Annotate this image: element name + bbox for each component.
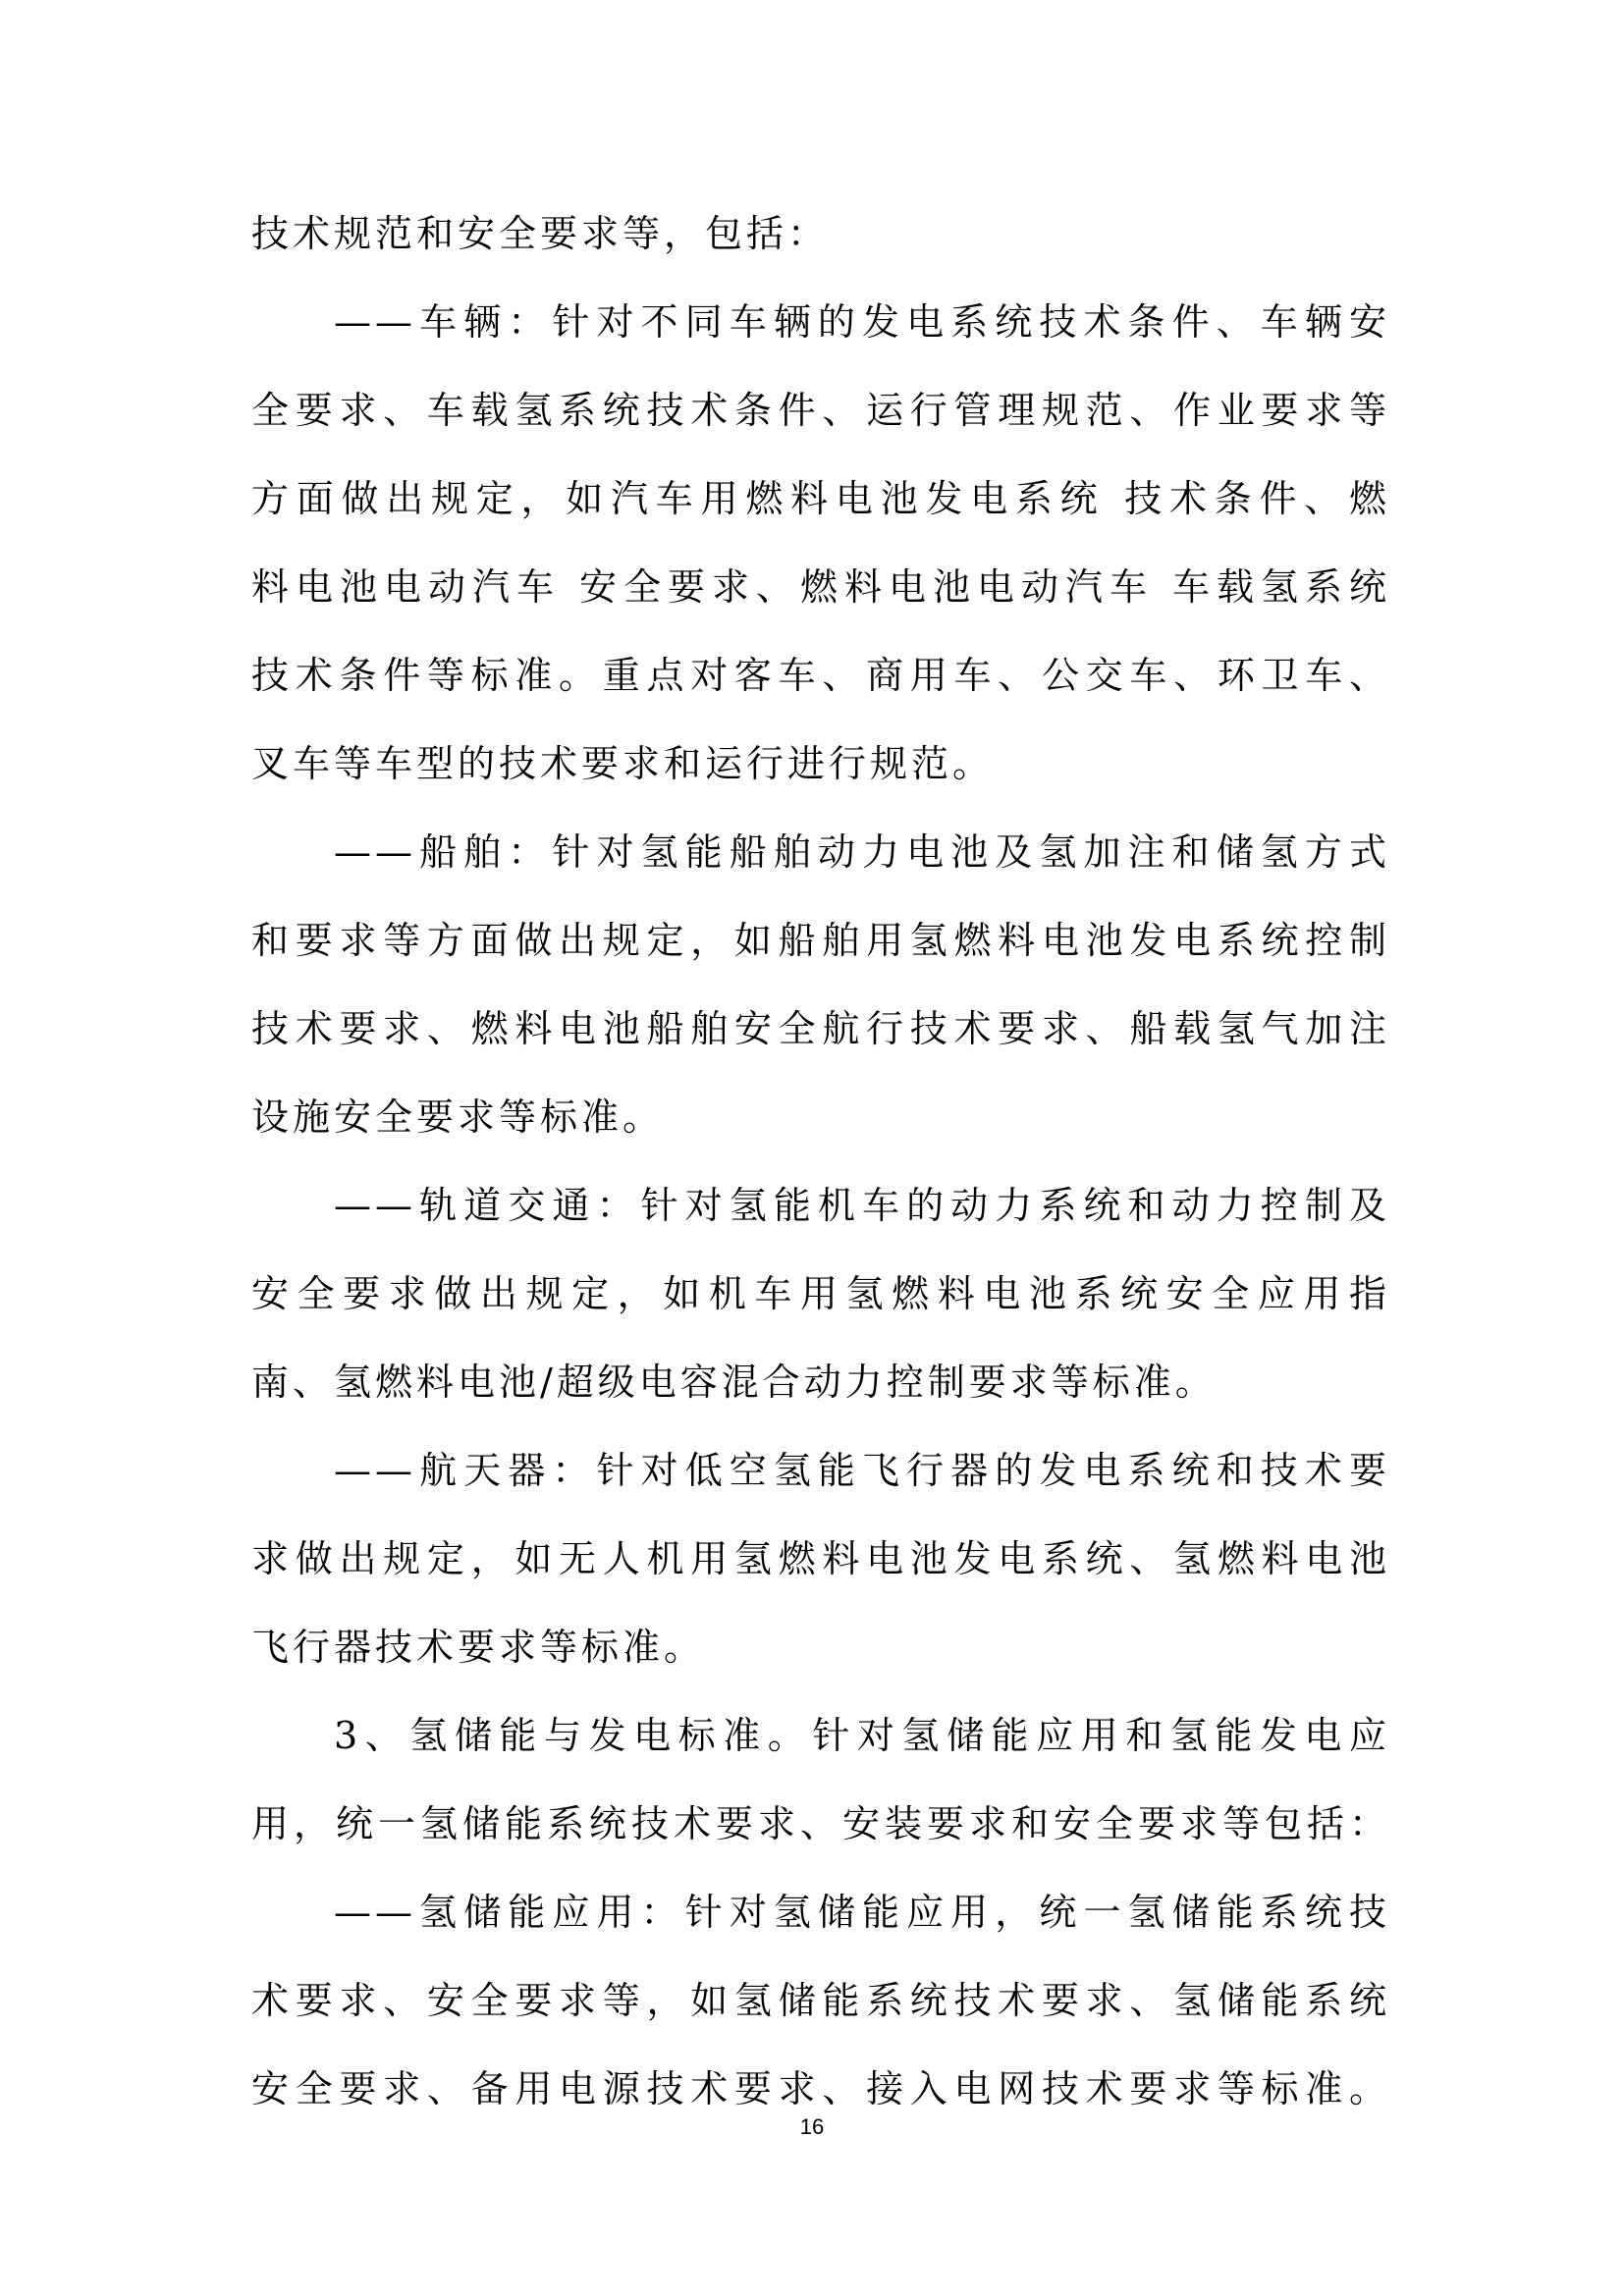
body-line-4: 方面做出规定，如汽车用燃料电池发电系统 技术条件、燃 bbox=[251, 477, 1390, 520]
body-line-11: 设施安全要求等标准。 bbox=[251, 1095, 665, 1139]
body-line-6: 技术条件等标准。重点对客车、商用车、公交车、环卫车、 bbox=[251, 654, 1390, 697]
body-line-7: 叉车等车型的技术要求和运行进行规范。 bbox=[251, 742, 995, 785]
body-line-19: 用，统一氢储能系统技术要求、安装要求和安全要求等包括： bbox=[251, 1802, 1390, 1845]
body-line-1: 技术规范和安全要求等，包括： bbox=[251, 212, 830, 255]
body-line-5: 料电池电动汽车 安全要求、燃料电池电动汽车 车载氢系统 bbox=[251, 565, 1390, 609]
body-line-8: ——船舶：针对氢能船舶动力电池及氢加注和储氢方式 bbox=[334, 830, 1390, 874]
body-line-18: 3、氢储能与发电标准。针对氢储能应用和氢能发电应 bbox=[334, 1714, 1390, 1757]
body-line-12: ——轨道交通：针对氢能机车的动力系统和动力控制及 bbox=[334, 1184, 1390, 1227]
body-line-17: 飞行器技术要求等标准。 bbox=[251, 1626, 706, 1669]
body-line-21: 术要求、安全要求等，如氢储能系统技术要求、氢储能系统 bbox=[251, 1979, 1390, 2022]
body-line-2: ——车辆：针对不同车辆的发电系统技术条件、车辆安 bbox=[334, 300, 1390, 344]
body-line-10: 技术要求、燃料电池船舶安全航行技术要求、船载氢气加注 bbox=[251, 1007, 1390, 1050]
body-line-13: 安全要求做出规定，如机车用氢燃料电池系统安全应用指 bbox=[251, 1272, 1390, 1315]
body-line-16: 求做出规定，如无人机用氢燃料电池发电系统、氢燃料电池 bbox=[251, 1537, 1390, 1580]
body-line-3: 全要求、车载氢系统技术条件、运行管理规范、作业要求等 bbox=[251, 389, 1390, 432]
body-line-20: ——氢储能应用：针对氢储能应用，统一氢储能系统技 bbox=[334, 1891, 1390, 1934]
body-line-22: 安全要求、备用电源技术要求、接入电网技术要求等标准。 bbox=[251, 2067, 1390, 2110]
page-number: 16 bbox=[799, 2114, 825, 2139]
body-line-15: ——航天器：针对低空氢能飞行器的发电系统和技术要 bbox=[334, 1449, 1390, 1492]
body-line-14: 南、氢燃料电池/超级电容混合动力控制要求等标准。 bbox=[251, 1361, 1217, 1404]
body-line-9: 和要求等方面做出规定，如船舶用氢燃料电池发电系统控制 bbox=[251, 919, 1390, 962]
